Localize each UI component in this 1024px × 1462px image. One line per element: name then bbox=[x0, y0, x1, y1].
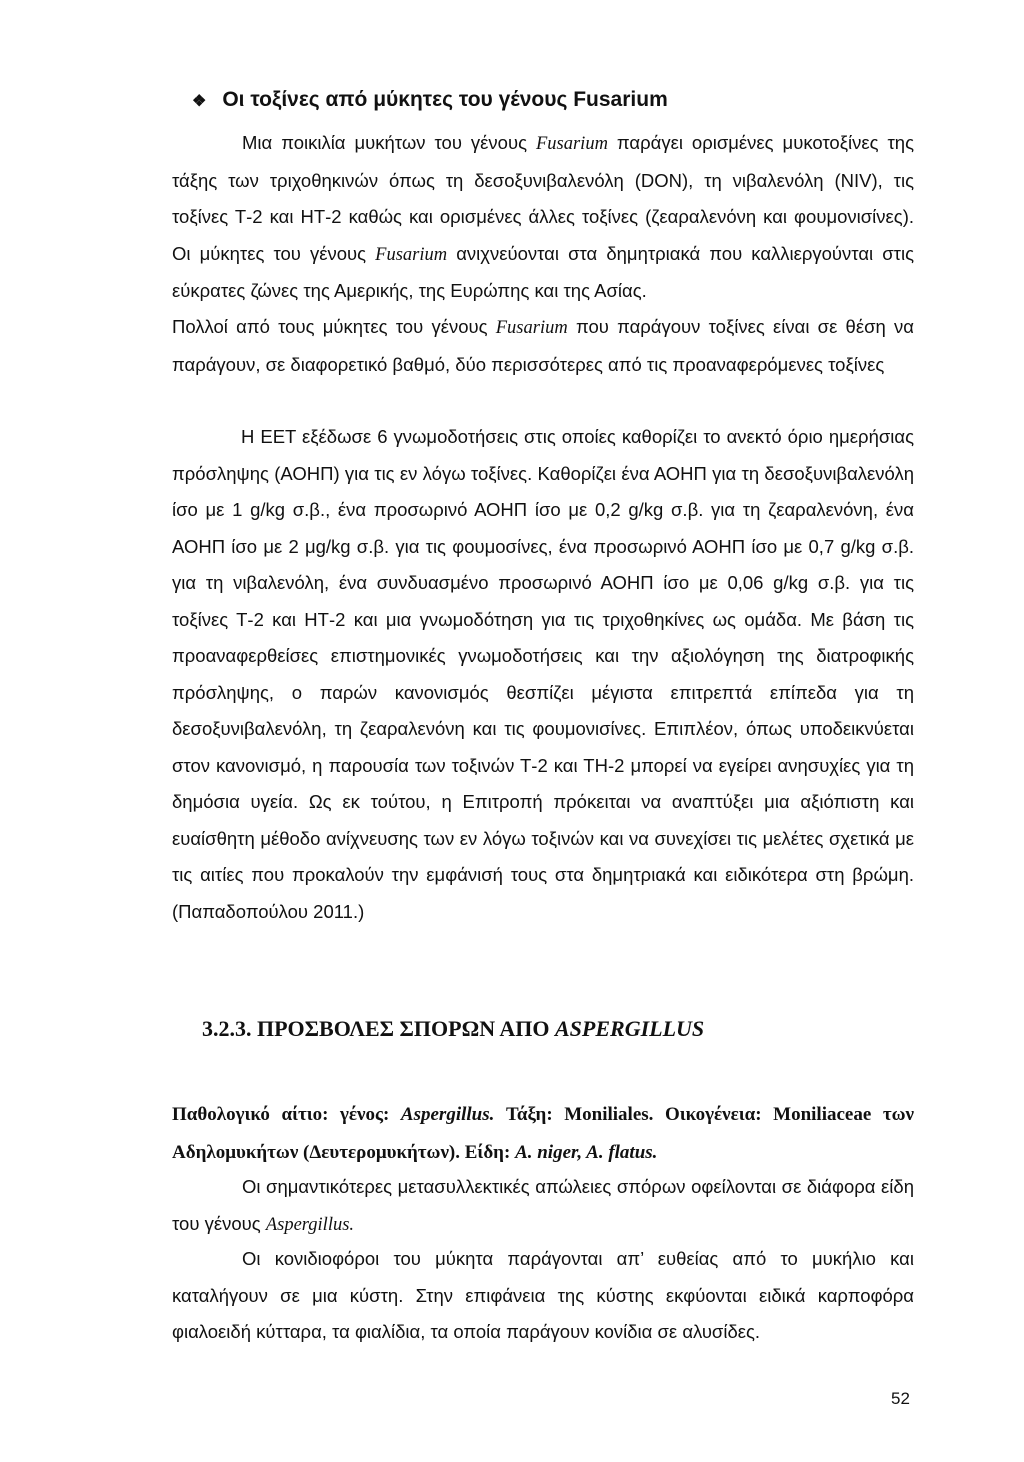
heading-text: Οι τοξίνες από μύκητες του γένους bbox=[222, 88, 574, 111]
genus-name: Fusarium bbox=[535, 134, 608, 154]
heading-text: ΠΡΟΣΒΟΛΕΣ ΣΠΟΡΩΝ ΑΠΟ bbox=[257, 1016, 555, 1041]
text: ανιχνεύονται στα δημητριακά που καλλιεργούνται στις εύκρατες ζώνες της Αμερικής, της Ευρώπης και της Ασίας. bbox=[172, 242, 914, 301]
paragraph-eet-opinions: Η ΕΕΤ εξέδωσε 6 γνωμοδοτήσεις στις οποίες καθορίζει το ανεκτό όριο ημερήσιας πρόσληψης (ΑΟΗΠ) για τις εν λόγω τοξίνες. Καθορίζει ένα ΑΟΗΠ για τη δεσοξυνιβαλενόλη ίσο με 1 g/kg σ.β., ένα προσωρινό ΑΟΗΠ ίσο με 0,2 g/kg σ.β. για τη ζεαραλενόνη, ένα ΑΟΗΠ ίσο με 2 μg/kg σ.β. για τις φουμοσίνες, ένα προσωρινό ΑΟΗΠ ίσο με 0,7 g/kg σ.β. για τη νιβαλενόλη, ένα συνδυασμένο προσωρινό ΑΟΗΠ ίσο με 0,06 g/kg σ.β. για τις τοξίνες Τ-2 και ΗΤ-2 και μια γνωμοδότηση για τις τριχοθηκίνες ως ομάδα. Με βάση τις προαναφερθείσες επιστημονικές γνωμοδοτήσεις και την αξιολόγηση της διατροφικής πρόσληψης, ο παρών κανονισμός θεσπίζει μέγιστα επιτρεπτά επίπεδα για τη δεσοξυνιβαλενόλη, τη ζεαραλενόνη και τις φουμονισίνες. Επιπλέον, όπως υποδεικνύεται στον κανονισμό, η παρουσία των τοξινών Τ-2 και ΤΗ-2 μπορεί να εγείρει ανησυχίες για τη δημόσια υγεία. Ως εκ τούτου, η Επιτροπή πρόκειται να αναπτύξει μια αξιόπιστη και ευαίσθητη μέθοδο ανίχνευσης των εν λόγω τοξινών και να συνεχίσει τις μελέτες σχετικά με τις αιτίες που προκαλούν την εμφάνισή τους στα δημητριακά και ειδικότερα στη βρώμη. (Παπαδοπούλου 2011.) bbox=[172, 426, 914, 922]
paragraph-fusarium-toxins bbox=[172, 309, 914, 383]
paragraph-conidiophores: Οι κονιδιοφόροι του μύκητα παράγονται απ’ ευθείας από το μυκήλιο και καταλήγουν σε μια κύστη. Στην επιφάνεια της κύστης εκφύονται ειδικά καρποφόρα φιαλοειδή κύτταρα, τα φιαλίδια, τα οποία παράγουν κονίδια σε αλυσίδες. bbox=[172, 1248, 914, 1342]
text: Μια ποικιλία μυκήτων του γένους bbox=[242, 132, 536, 153]
text: Οι σημαντικότερες μετασυλλεκτικές απώλειες σπόρων οφείλονται σε διάφορα είδη του γένους bbox=[172, 1176, 914, 1234]
paragraph-losses bbox=[172, 1169, 914, 1243]
section-heading-fusarium bbox=[192, 88, 668, 112]
species-names: A. niger, A. flatus. bbox=[515, 1142, 658, 1163]
bullet-icon: ❖ bbox=[192, 93, 207, 110]
label-text: Τάξη: Moniliales. Οικογένεια: Moniliaceae των Αδηλομυκήτων (Δευτερομυκήτων). Είδη: bbox=[172, 1104, 914, 1163]
text: παράγει ορισμένες μυκοτοξίνες της τάξης των τριχοθηκινών όπως τη δεσοξυνιβαλενόλη (DON), τη νιβαλενόλη (NIV), τις τοξίνες Τ-2 και ΗΤ-2 καθώς και ορισμένες άλλες τοξίνες (ζεαραλενόνη και φουμονισίνες). Οι μύκητες του γένους bbox=[172, 132, 914, 264]
heading-number: 3.2.3. bbox=[202, 1016, 257, 1041]
heading-genus: ASPERGILLUS bbox=[555, 1016, 705, 1041]
text: που παράγουν τοξίνες είναι σε θέση να παράγουν, σε διαφορετικό βαθμό, δύο περισσότερες από τις προαναφερόμενες τοξίνες bbox=[172, 316, 914, 375]
genus-name: Aspergillus. bbox=[265, 1214, 355, 1235]
text: Πολλοί από τους μύκητες του γένους bbox=[172, 316, 496, 337]
heading-genus: Fusarium bbox=[573, 88, 668, 111]
genus-name: Aspergillus. bbox=[400, 1104, 495, 1125]
paragraph-pathogen-info bbox=[172, 1096, 914, 1172]
paragraph-fusarium-intro bbox=[172, 125, 914, 310]
label-text: Παθολογικό αίτιο: γένος: bbox=[172, 1104, 401, 1125]
genus-name: Fusarium bbox=[495, 318, 568, 338]
page-number: 52 bbox=[891, 1389, 910, 1408]
genus-name: Fusarium bbox=[375, 244, 448, 265]
section-heading-aspergillus bbox=[202, 1016, 704, 1042]
